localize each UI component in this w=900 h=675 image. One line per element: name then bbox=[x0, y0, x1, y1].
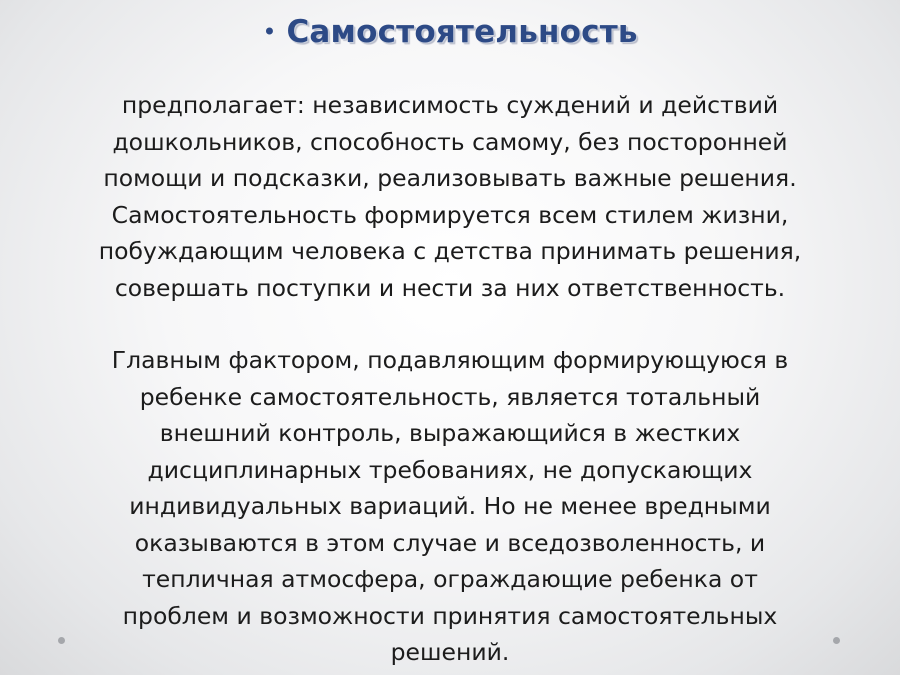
paragraph-2 bbox=[30, 342, 870, 671]
text-line: ребенке самостоятельность, является тотальный bbox=[139, 382, 761, 411]
text-line: предполагает: независимость суждений и действий bbox=[121, 91, 779, 119]
text-line: помощи и подсказки, реализовывать важные решения. bbox=[103, 164, 797, 192]
text-line: внешний контроль, выражающийся в жестких bbox=[159, 419, 741, 447]
paragraph-1 bbox=[30, 87, 870, 306]
text-line: дошкольников, способность самому, без посторонней bbox=[112, 127, 788, 156]
text-line: Главным фактором, подавляющим формирующуюся в bbox=[111, 346, 789, 374]
text-line: тепличная атмосфера, ограждающие ребенка от bbox=[142, 565, 758, 593]
text-line: оказываются в этом случае и вседозволенность, и bbox=[134, 528, 766, 557]
decor-dot-left-icon bbox=[58, 637, 65, 644]
text-line: дисциплинарных требованиях, не допускающих bbox=[147, 455, 753, 484]
decor-dot-right-icon bbox=[833, 637, 840, 644]
text-line: индивидуальных вариаций. Но не менее вредными bbox=[129, 492, 771, 520]
slide-body bbox=[30, 87, 870, 671]
text-line: проблем и возможности принятия самостоятельных bbox=[122, 601, 778, 630]
paragraph-gap bbox=[30, 306, 870, 342]
text-line: Самостоятельность формируется всем стилем жизни, bbox=[111, 200, 789, 229]
slide-title: Самостоятельность bbox=[286, 14, 638, 50]
text-line: решений. bbox=[390, 638, 510, 666]
bullet-dot-icon: • bbox=[262, 18, 277, 46]
text-line: побуждающим человека с детства принимать решения, bbox=[98, 237, 802, 265]
text-line: совершать поступки и нести за них ответственность. bbox=[114, 273, 786, 302]
title-row bbox=[0, 10, 900, 54]
